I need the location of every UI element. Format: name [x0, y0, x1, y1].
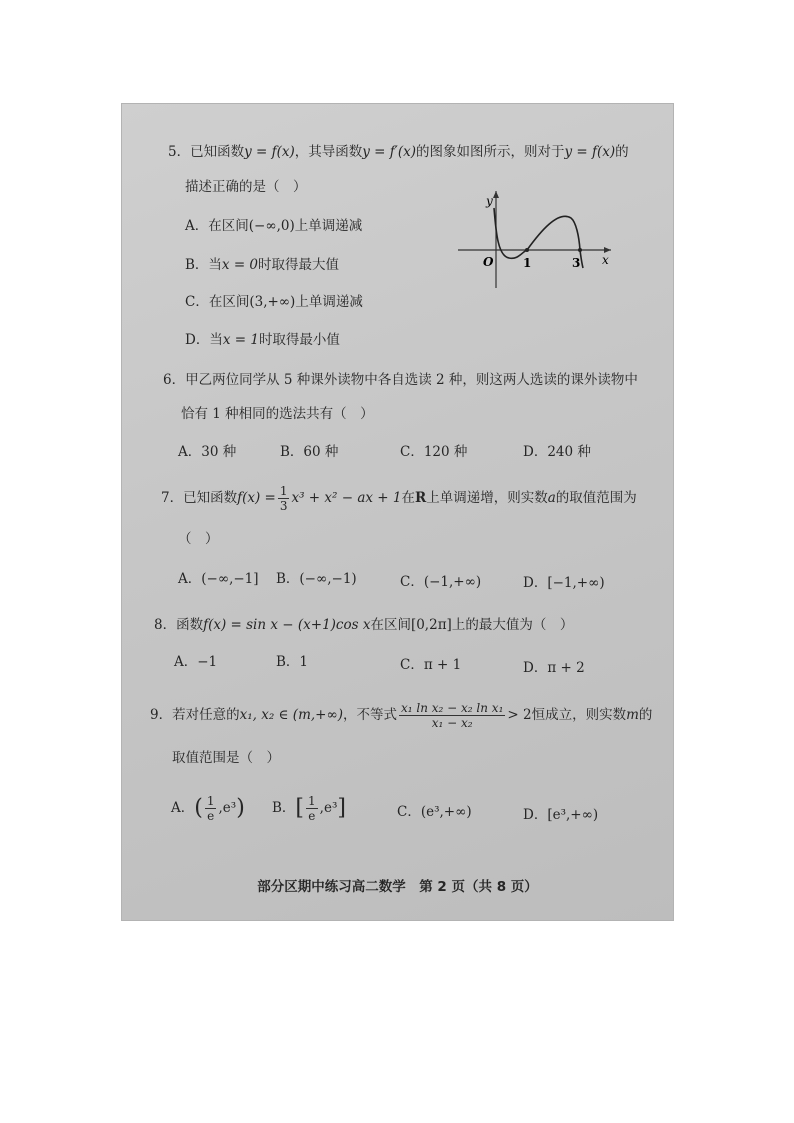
- derivative-curve: [494, 208, 583, 268]
- q7-stem-line2: （ ）: [178, 531, 219, 547]
- q5-option-d[interactable]: D．当x = 1时取得最小值: [185, 332, 340, 348]
- q5-option-c[interactable]: C．在区间(3,+∞)上单调递减: [185, 294, 363, 310]
- q8-option-a[interactable]: A．−1: [174, 654, 218, 670]
- q9-option-d[interactable]: D．[e³,+∞): [523, 807, 599, 823]
- q8-option-b[interactable]: B．1: [276, 654, 309, 670]
- q5-option-a[interactable]: A．在区间(−∞,0)上单调递减: [185, 218, 363, 234]
- q5-stem-line2: 描述正确的是（ ）: [185, 179, 307, 195]
- q6-option-c[interactable]: C．120 种: [400, 444, 468, 460]
- q7-option-c[interactable]: C．(−1,+∞): [400, 574, 482, 590]
- q7-option-a[interactable]: A．(−∞,−1]: [178, 571, 259, 587]
- derivative-graph: [456, 188, 616, 293]
- q5-stem: 5．已知函数y = f(x)，其导函数y = f′(x)的图象如图所示，则对于y = f(x)的: [168, 144, 629, 160]
- root-point-1: [525, 248, 529, 252]
- exam-page: [121, 103, 674, 921]
- q9-option-c[interactable]: C．(e³,+∞): [397, 804, 472, 820]
- y-label: y: [486, 194, 493, 208]
- q9-stem: 9．若对任意的x₁, x₂ ∈ (m,+∞)，不等式 $\frac{\text{x₁ ln x₂ − x₂ ln x₁}}{\text{x₁ − x₂}}$ > 2恒成立，则实数m的: [150, 701, 653, 730]
- q9-option-a[interactable]: A．( $\frac{1}{e}$ ,e³): [171, 794, 245, 823]
- q9-option-b[interactable]: B．[ $\frac{1}{e}$ ,e³]: [272, 794, 346, 823]
- q8-stem: 8．函数f(x) = sin x − (x+1)cos x在区间[0,2π]上的最大值为（ ）: [154, 617, 574, 633]
- q8-option-c[interactable]: C．π + 1: [400, 657, 462, 673]
- q9-stem-line2: 取值范围是（ ）: [172, 750, 280, 766]
- q6-stem: 6．甲乙两位同学从 5 种课外读物中各自选读 2 种，则这两人选读的课外读物中: [163, 372, 638, 388]
- q7-stem: 7．已知函数f(x) = $\frac{1}{3}$ x³ + x² − ax + 1在R上单调递增，则实数a的取值范围为: [161, 484, 637, 513]
- q7-option-d[interactable]: D．[−1,+∞): [523, 575, 605, 591]
- q8-option-d[interactable]: D．π + 2: [523, 660, 585, 676]
- q6-stem-line2: 恰有 1 种相同的选法共有（ ）: [181, 406, 374, 422]
- tick-label-3: 3: [572, 256, 581, 270]
- x-label: x: [602, 253, 609, 267]
- q6-option-a[interactable]: A．30 种: [178, 444, 237, 460]
- page-footer: 部分区期中练习高二数学 第 2 页（共 8 页）: [257, 879, 538, 895]
- q7-option-b[interactable]: B．(−∞,−1): [276, 571, 357, 587]
- origin-label: O: [483, 255, 494, 269]
- q9-fraction: $\frac{\text{x₁ ln x₂ − x₂ ln x₁}}{\text{x₁ − x₂}}$: [401, 701, 504, 730]
- y-axis-arrow-icon: [493, 191, 499, 198]
- q7-fraction: $\frac{1}{3}$: [279, 484, 288, 513]
- q5-option-b[interactable]: B．当x = 0时取得最大值: [185, 257, 340, 273]
- q6-option-b[interactable]: B．60 种: [280, 444, 339, 460]
- q6-option-d[interactable]: D．240 种: [523, 444, 591, 460]
- tick-label-1: 1: [523, 256, 532, 270]
- root-point-3: [578, 248, 582, 252]
